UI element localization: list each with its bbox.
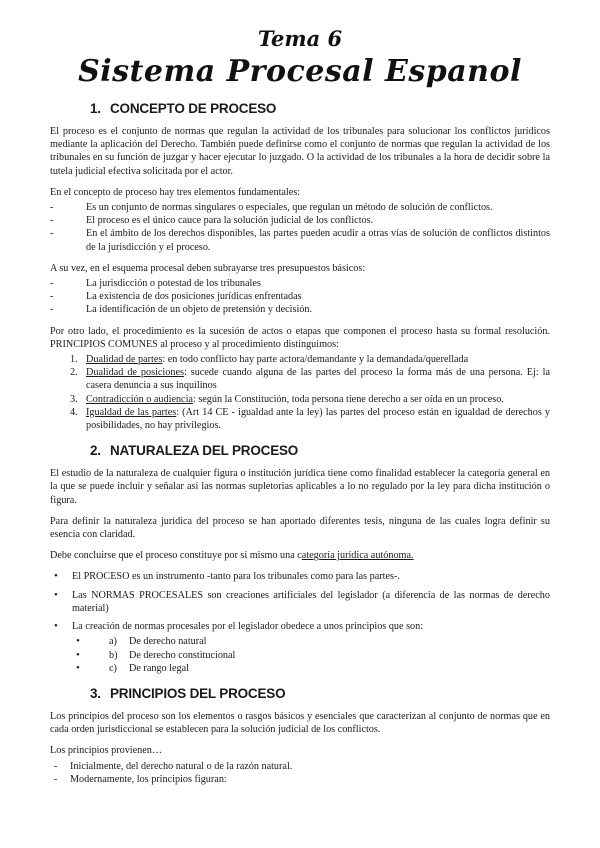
principles-list (50, 353, 550, 432)
section-title: NATURALEZA DEL PROCESO (110, 443, 299, 459)
list-item: • La creación de normas procesales por el legislador obedece a unos principios que son: • a) De derecho natural • b) De derecho constitucional • c) De rango legal (50, 620, 550, 675)
principle-label: Igualdad de las partes (86, 406, 177, 418)
list-item: - Es un conjunto de normas singulares o especiales, que regulan un método de solución de conflictos. (50, 201, 550, 214)
section-heading-concepto (90, 100, 550, 117)
origins-list (50, 760, 550, 786)
list-item: • c) De rango legal (72, 662, 550, 675)
list-item: • b) De derecho constitucional (72, 649, 550, 662)
section-number: 3. (90, 685, 101, 701)
list-item: - El proceso es el único cauce para la solución judicial de los conflictos. (50, 214, 550, 227)
section-title: CONCEPTO DE PROCESO (110, 101, 277, 116)
list-item: - Modernamente, los principios figuran: (50, 773, 550, 786)
paragraph: Los principios provienen… (50, 745, 163, 757)
paragraph: Para definir la naturaleza jurídica del proceso se han aportado diferentes tesis, ninguna de las cuales logra definir su esencia con claridad. (50, 515, 550, 541)
section-number: 2. (90, 443, 101, 459)
section-number: 1. (90, 101, 101, 116)
principle-label: Contradicción o audiencia (86, 393, 193, 405)
section-title: PRINCIPIOS DEL PROCESO (110, 685, 286, 701)
list-item: - La jurisdicción o potestad de los tribunales (50, 277, 550, 290)
paragraph: El estudio de la naturaleza de cualquier figura o institución jurídica tiene como finalidad establecer la categoría general en la que se puede incluir y señalar así las normas supletorias aplicables a lo no regulado por la ley para dicha institución o figura. (50, 468, 550, 506)
bullet-list (50, 570, 550, 674)
paragraph: Los principios del proceso son los elementos o rasgos básicos y esenciales que caracterizan al conjunto de normas que en cada orden jurisdiccional se establecen para la solución judicial de los conflictos. (50, 710, 550, 736)
document-subtitle: Tema 6 (257, 26, 343, 51)
list-item: - Inicialmente, del derecho natural o de la razón natural. (50, 760, 550, 773)
paragraph: Debe concluirse que el proceso constituye por sí mismo una categoría jurídica autónoma. (50, 550, 414, 562)
presupuestos-list (50, 277, 550, 317)
paragraph: A su vez, en el esquema procesal deben subrayarse tres presupuestos básicos: (50, 262, 366, 274)
list-item: • Las NORMAS PROCESALES son creaciones artificiales del legislador (a diferencia de las normas de derecho material) (50, 589, 550, 615)
section-heading-naturaleza (90, 442, 550, 459)
principle-label: Dualidad de partes (86, 354, 163, 366)
list-item: - En el ámbito de los derechos disponibles, las partes pueden acudir a otras vías de solución de conflictos distintos de la jurisdicción y el proceso. (50, 227, 550, 253)
paragraph: En el concepto de proceso hay tres elementos fundamentales: (50, 186, 301, 198)
elements-list (50, 201, 550, 254)
section-heading-principios (90, 685, 550, 702)
list-item: 2. Dualidad de posiciones: sucede cuando alguna de las partes del proceso la forma más de una persona. Ej: la casera denuncia a sus inquilinos (70, 367, 550, 392)
list-item: - La identificación de un objeto de pretensión y decisión. (50, 303, 550, 316)
alpha-list (72, 635, 550, 675)
paragraph: Por otro lado, el procedimiento es la sucesión de actos o etapas que componen el proceso hasta su formal resolución. PRINCIPIOS COMUNES al proceso y al procedimiento distinguimos: (50, 325, 550, 350)
underlined-term: ategoría jurídica autónoma. (301, 550, 414, 562)
list-item: • El PROCESO es un instrumento -tanto para los tribunales como para las partes-. (50, 570, 550, 583)
list-item: 3. Contradicción o audiencia: según la Constitución, toda persona tiene derecho a ser oída en un proceso. (70, 393, 504, 405)
list-item: • a) De derecho natural (72, 635, 550, 648)
list-item: 1. Dualidad de partes: en todo conflicto hay parte actora/demandante y la demandada/querellada (70, 354, 469, 366)
list-item: 4. Igualdad de las partes: (Art 14 CE - igualdad ante la ley) las partes del proceso están en igualdad de derechos y posibilidades, no hay privilegios. (70, 406, 551, 432)
document-title: Sistema Procesal Espanol (78, 54, 522, 89)
principle-label: Dualidad de posiciones (86, 367, 184, 379)
paragraph: El proceso es el conjunto de normas que regulan la actividad de los tribunales para solucionar los conflictos jurídicos mediante la aplicación del Derecho. También puede definirse como el conjunto de normas que regulan la actividad de los tribunales en su función de juzgar y hacer ejecutar lo juzgado. O la actividad de los tribunales a la hora de decidir sobre la tutela judicial efectiva solicitada por el actor. (50, 126, 550, 177)
list-item: - La existencia de dos posiciones jurídicas enfrentadas (50, 290, 550, 303)
